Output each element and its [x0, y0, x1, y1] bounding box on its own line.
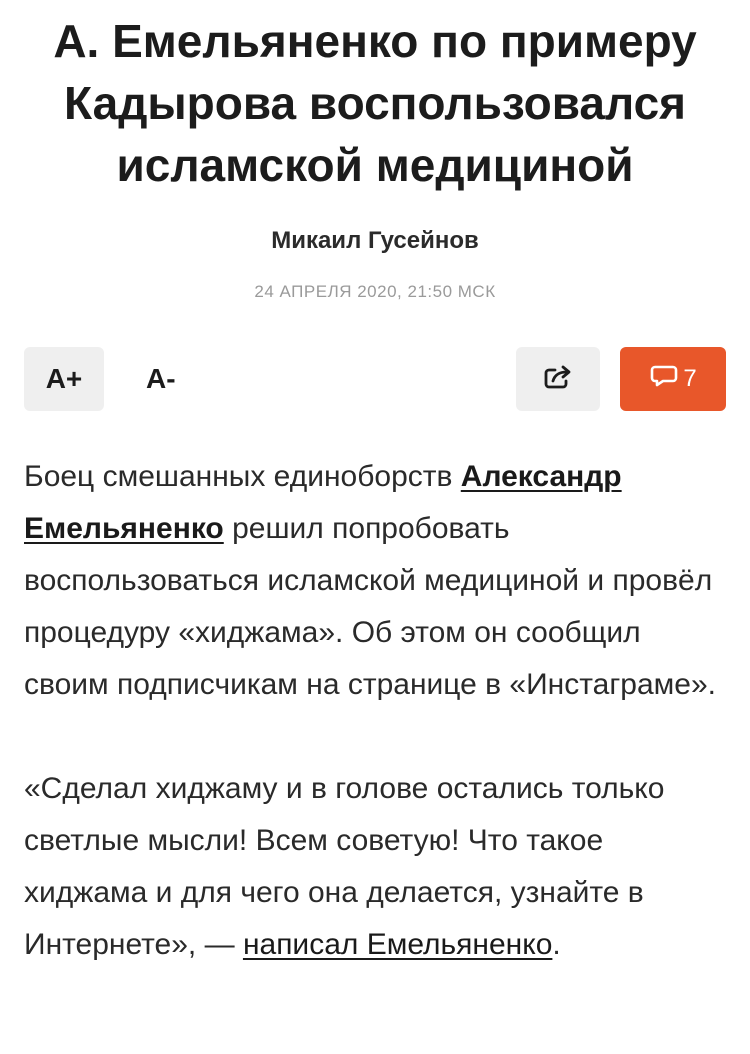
source-link[interactable]: написал Емельяненко	[242, 928, 553, 961]
person-link-emelianenko[interactable]: Александр Емельяненко	[24, 460, 622, 545]
article-toolbar	[24, 347, 726, 411]
share-icon	[543, 364, 573, 395]
comments-button[interactable]	[620, 347, 726, 411]
headline-line-1: А. Емельяненко по примеру	[53, 15, 697, 67]
article-body	[24, 451, 730, 1023]
comment-bubble-icon	[649, 363, 679, 396]
decrease-font-label: A-	[146, 363, 176, 394]
paragraph-1-text-start: Боец смешанных единоборств	[24, 460, 461, 493]
decrease-font-button[interactable]	[128, 347, 208, 411]
paragraph-1	[24, 451, 730, 711]
author-name[interactable]: Микаил Гусейнов	[271, 227, 479, 254]
paragraph-2	[24, 763, 730, 971]
comment-count: 7	[683, 365, 697, 392]
publish-date: 24 АПРЕЛЯ 2020, 21:50 МСК	[254, 282, 496, 301]
headline-line-2: Кадырова воспользовался	[63, 77, 687, 129]
paragraph-2-text-start: «Сделал хиджаму и в голове остались только светлые мысли! Всем советую! Что такое хиджама и для чего она делается, узнайте в Интернете», —	[24, 772, 665, 961]
paragraph-1-text-end: решил попробовать воспользоваться исламской медициной и провёл процедуру «хиджама». Об этом он сообщил своим подписчикам на странице в «Инстаграме».	[24, 512, 716, 701]
paragraph-2-text-end: .	[552, 928, 561, 961]
article-headline	[20, 10, 730, 196]
headline-line-3: исламской медициной	[116, 139, 634, 191]
share-button[interactable]	[516, 347, 600, 411]
increase-font-button[interactable]	[24, 347, 104, 411]
increase-font-label: A+	[45, 363, 83, 394]
